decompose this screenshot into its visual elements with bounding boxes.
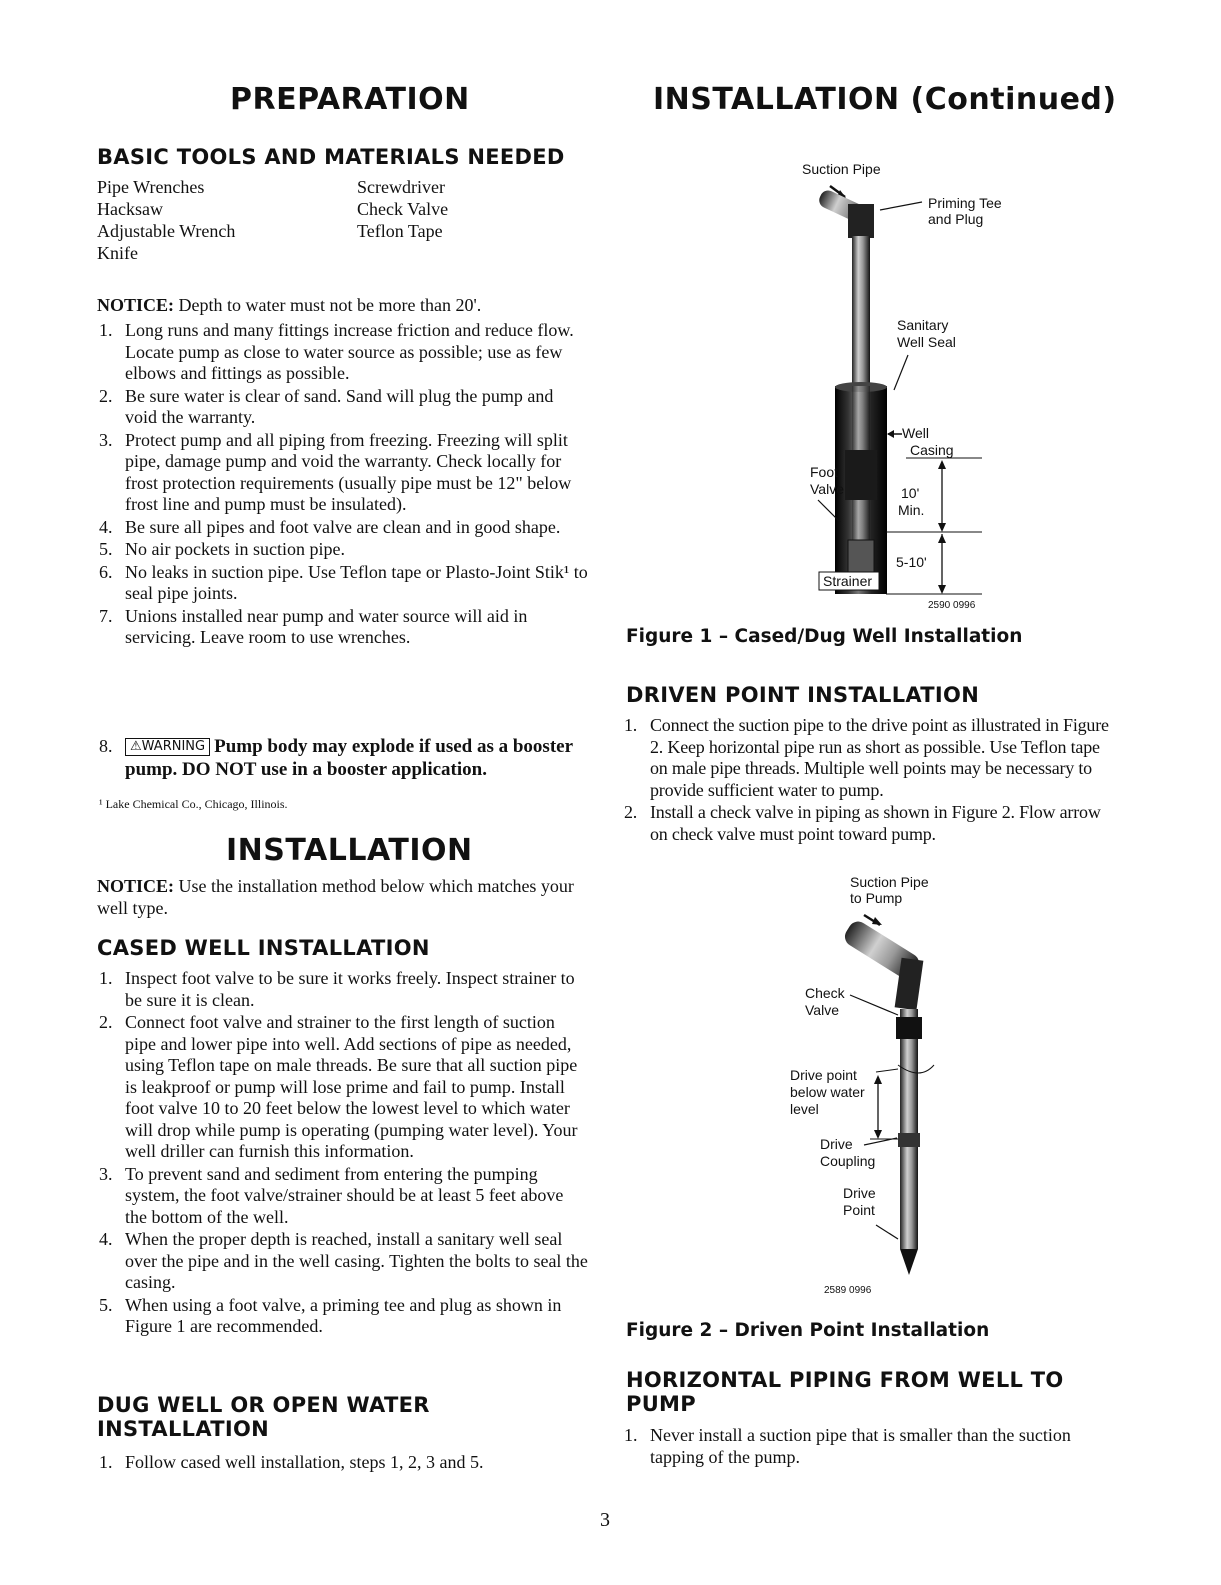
list-item: 2. Connect foot valve and strainer to the first length of suction pipe and lower pipe into well. Add sections of pipe as needed, using Teflon tape on male threads. Be sure that all suction pipe is leakproof or pump will lose prime and fail to pump. Install foot valve 10 to 20 feet below the lowest level to which water will drop while pump is operating (pumping water level). Your well driller can furnish this information. [99, 1012, 578, 1161]
tools-list-col2 [357, 176, 448, 242]
tool-item: Screwdriver [357, 177, 445, 197]
label-check: Check [805, 985, 845, 1001]
label-valve: Valve [810, 481, 844, 497]
figure-1-cased-well-diagram [790, 150, 1110, 620]
installation-continued-heading: INSTALLATION (Continued) [653, 82, 1117, 117]
label-5-10ft: 5-10' [896, 554, 927, 570]
list-item: 5. When using a foot valve, a priming tee and plug as shown in Figure 1 are recommended. [99, 1294, 562, 1336]
label-casing: Casing [910, 442, 954, 458]
list-item: 6. No leaks in suction pipe. Use Teflon tape or Plasto-Joint Stik¹ to seal pipe joints. [99, 561, 588, 603]
tool-item: Adjustable Wrench [97, 221, 236, 241]
page-number: 3 [600, 1509, 610, 1531]
list-item: 1. Long runs and many fittings increase friction and reduce flow. Locate pump as close to water source as possible; use as few elbows and fittings as possible. [99, 320, 574, 383]
list-item: 4. Be sure all pipes and foot valve are clean and in good shape. [99, 516, 561, 537]
label-sanitary: Sanitary [897, 317, 949, 333]
label-drive: Drive [820, 1136, 853, 1152]
label-min: Min. [898, 502, 925, 518]
notice-text: Use the installation method below which matches your well type. [97, 876, 574, 918]
prep-notice [97, 295, 592, 317]
label-priming-tee: Priming Tee [928, 195, 1002, 211]
label-point: Point [843, 1202, 875, 1218]
label-strainer: Strainer [823, 573, 873, 589]
warning-text: Pump body may explode if used as a booster pump. DO NOT use in a booster application. [125, 736, 573, 780]
figure-code-2: 2589 0996 [824, 1285, 872, 1296]
installation-heading: INSTALLATION [226, 833, 473, 868]
list-item: 2. Be sure water is clear of sand. Sand will plug the pump and void the warranty. [99, 385, 554, 427]
label-well-seal: Well Seal [897, 334, 956, 350]
horizontal-piping-heading: HORIZONTAL PIPING FROM WELL TO PUMP [626, 1368, 1064, 1416]
list-item: 7. Unions installed near pump and water source will aid in servicing. Leave room to use wrenches. [99, 605, 528, 647]
label-suction-pipe: Suction Pipe [802, 161, 881, 177]
tool-item: Teflon Tape [357, 221, 443, 241]
label-and-plug: and Plug [928, 211, 984, 227]
tool-item: Knife [97, 243, 138, 263]
list-item: 1. Inspect foot valve to be sure it works freely. Inspect strainer to be sure it is clean. [99, 968, 575, 1010]
tools-heading: BASIC TOOLS AND MATERIALS NEEDED [97, 145, 565, 169]
list-item: 4. When the proper depth is reached, install a sanitary well seal over the pipe and in the well casing. Tighten the bolts to seal the casing. [99, 1229, 588, 1292]
list-item: 5. No air pockets in suction pipe. [99, 539, 345, 559]
label-suction-pipe-2: Suction Pipe [850, 874, 929, 890]
list-item: 2. Install a check valve in piping as shown in Figure 2. Flow arrow on check valve must point toward pump. [624, 802, 1101, 844]
tools-list-col1 [97, 176, 235, 264]
warning-item: 8. ⚠WARNING Pump body may explode if used as a booster pump. DO NOT use in a booster application. [99, 736, 573, 780]
preparation-heading: PREPARATION [230, 82, 470, 117]
figure-2-caption: Figure 2 – Driven Point Installation [626, 1320, 990, 1341]
tool-item: Pipe Wrenches [97, 177, 205, 197]
label-valve-2: Valve [805, 1002, 839, 1018]
tool-item: Hacksaw [97, 199, 163, 219]
prep-steps [99, 320, 589, 650]
label-10ft: 10' [901, 485, 920, 501]
dug-steps [99, 1452, 589, 1475]
notice-text: Depth to water must not be more than 20'. [174, 295, 482, 315]
label-coupling: Coupling [820, 1153, 876, 1169]
list-item: 1. Connect the suction pipe to the drive point as illustrated in Figure 2. Keep horizontal pipe run as short as possible. Use Teflon tape on male pipe threads. Multiple well points may be necessary to provide sufficient water to pump. [624, 715, 1109, 800]
figure-2-driven-point-diagram [780, 865, 1040, 1305]
suction-pipe-shape [852, 236, 870, 386]
drive-pipe-shape [900, 1009, 918, 1249]
label-to-pump: to Pump [850, 890, 903, 906]
driven-point-heading: DRIVEN POINT INSTALLATION [626, 683, 980, 707]
list-item: 3. To prevent sand and sediment from entering the pumping system, the foot valve/strainer should be at least 5 feet above the bottom of the well. [99, 1163, 564, 1227]
cased-steps [99, 968, 589, 1339]
list-item: 3. Protect pump and all piping from freezing. Freezing will split pipe, damage pump and void the warranty. Check locally for frost protection requirements (usually pipe must be 12" below frost line and pump must be insulated). [99, 429, 572, 514]
warning-badge: ⚠WARNING [125, 738, 210, 756]
label-foot: Foot [810, 464, 839, 480]
list-item: 1. Follow cased well installation, steps 1, 2, 3 and 5. [99, 1452, 484, 1472]
cased-well-heading: CASED WELL INSTALLATION [97, 936, 430, 960]
notice-label: NOTICE: [97, 295, 175, 315]
list-item: 1. Never install a suction pipe that is smaller than the suction tapping of the pump. [624, 1425, 1071, 1467]
horizontal-steps [624, 1425, 1119, 1469]
label-level: level [790, 1101, 819, 1117]
dug-well-heading: DUG WELL OR OPEN WATER INSTALLATION [97, 1393, 430, 1441]
label-below-water: below water [790, 1084, 865, 1100]
figure-code: 2590 0996 [928, 600, 976, 611]
footnote: ¹ Lake Chemical Co., Chicago, Illinois. [99, 797, 288, 811]
label-well: Well [902, 425, 929, 441]
driven-steps [624, 715, 1119, 846]
figure-1-caption: Figure 1 – Cased/Dug Well Installation [626, 626, 1023, 647]
label-drive-2: Drive [843, 1185, 876, 1201]
notice-label: NOTICE: [97, 876, 175, 896]
tool-item: Check Valve [357, 199, 449, 219]
install-notice [97, 876, 592, 919]
label-drive-point-below: Drive point [790, 1067, 857, 1083]
